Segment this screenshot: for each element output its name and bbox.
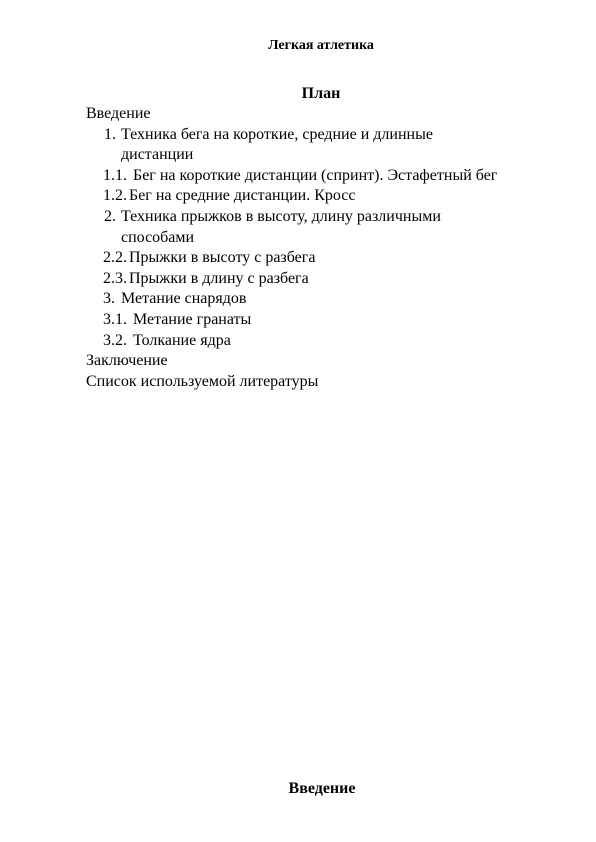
toc-item-number: 1.1. — [103, 166, 127, 184]
toc-item-text: Прыжки в длину с разбега — [129, 269, 309, 287]
toc-item-text: Бег на короткие дистанции (спринт). Эстафетный бег — [129, 166, 498, 184]
toc-item-2 — [86, 207, 586, 248]
toc-item-3 — [86, 289, 586, 310]
toc-intro: Введение — [86, 105, 151, 122]
toc-item-text: Техника бега на короткие, средние и длинные дистанции — [121, 125, 433, 164]
toc-item-text: Метание снарядов — [121, 290, 247, 308]
section-heading-introduction: Введение — [288, 780, 356, 797]
toc-item-number: 3.2. — [103, 331, 127, 349]
table-of-contents — [86, 104, 586, 392]
toc-item-1 — [86, 125, 586, 166]
toc-item-number: 1.2. — [103, 187, 127, 205]
toc-conclusion: Заключение — [86, 352, 168, 370]
toc-item-text: Прыжки в высоту с разбега — [129, 249, 316, 267]
toc-item-text: Метание гранаты — [129, 310, 252, 328]
toc-item-number: 2.2. — [103, 249, 127, 267]
toc-item-1-1 — [86, 166, 586, 187]
toc-item-2-2 — [86, 248, 586, 269]
toc-item-3-1 — [86, 310, 586, 331]
toc-item-number: 3.1. — [103, 310, 127, 328]
toc-item-text: Техника прыжков в высоту, длину различными способами — [121, 207, 441, 246]
toc-item-number: 3. — [103, 290, 115, 308]
plan-heading: План — [301, 85, 341, 102]
document-title: Легкая атлетика — [268, 38, 374, 53]
toc-item-3-2 — [86, 331, 586, 352]
toc-item-text: Толкание ядра — [129, 331, 231, 349]
toc-item-text: Бег на средние дистанции. Кросс — [129, 187, 356, 205]
toc-item-number: 2.3. — [103, 269, 127, 287]
toc-references: Список используемой литературы — [86, 372, 319, 390]
toc-item-2-3 — [86, 269, 586, 290]
toc-item-number: 2. — [104, 207, 116, 225]
toc-item-number: 1. — [104, 125, 116, 143]
toc-item-1-2 — [86, 186, 586, 207]
